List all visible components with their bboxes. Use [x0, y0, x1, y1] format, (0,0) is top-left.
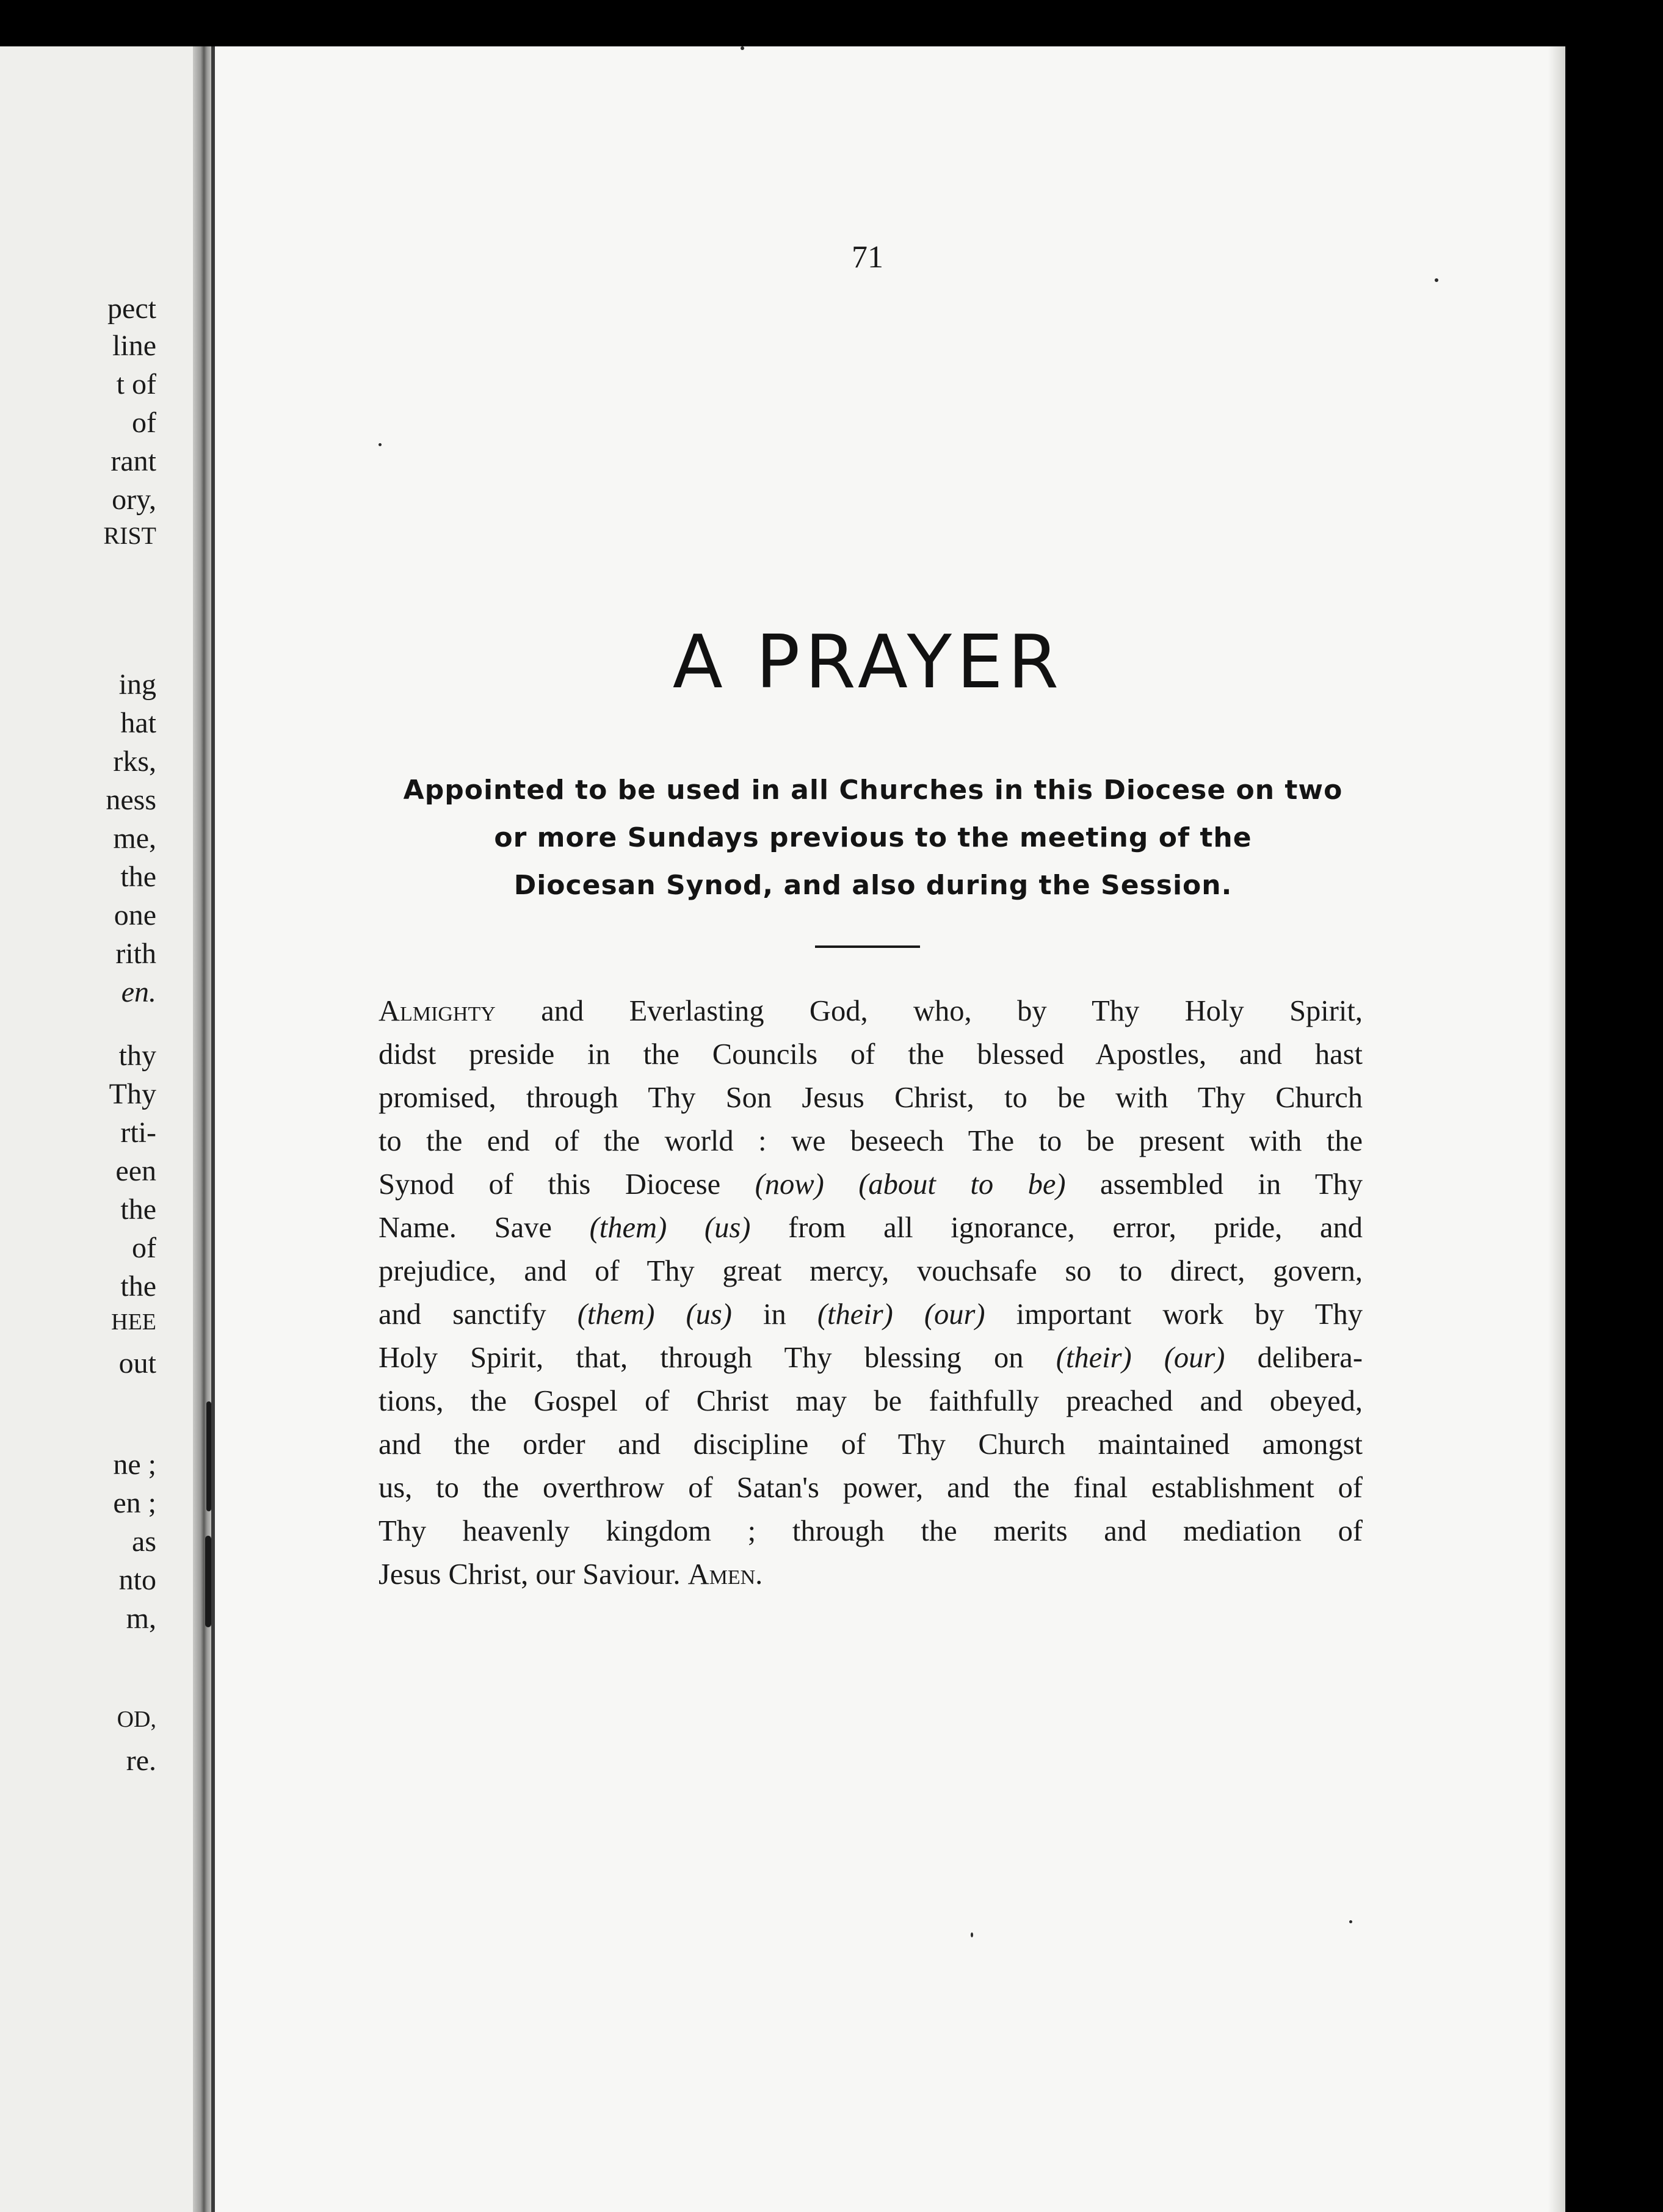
prayer-text-run: Synod of this Diocese: [379, 1168, 755, 1201]
prayer-text-run: assembled in Thy: [1065, 1168, 1363, 1201]
prayer-line: didst preside in the Councils of the blessed Apostles, and hast: [379, 1038, 1363, 1071]
scan-right-border: [1565, 0, 1663, 2212]
left-page-line: t of: [116, 368, 156, 400]
left-page-line: out: [118, 1347, 156, 1379]
scan-speck: [379, 443, 382, 446]
left-page-line: hat: [120, 707, 156, 739]
italic-alternative: (them) (us): [589, 1212, 751, 1244]
left-page-line: ory,: [112, 483, 156, 516]
prayer-line: [379, 1163, 1363, 1206]
prayer-text: [379, 989, 1363, 1596]
scan-top-border: [0, 0, 1663, 52]
left-page-line: m,: [126, 1602, 156, 1635]
left-page-line: RIST: [103, 522, 156, 549]
gutter-line: [211, 46, 215, 2212]
left-page-fragment: [0, 46, 193, 2212]
scan-speck: [971, 1932, 973, 1937]
left-page-line: rant: [111, 445, 156, 477]
left-page-line: ness: [106, 784, 156, 816]
scan-speck: [1349, 1920, 1352, 1923]
italic-alternative: (now) (about to be): [755, 1168, 1066, 1201]
prayer-text-run: delibera-: [1225, 1342, 1363, 1374]
prayer-line: [379, 1336, 1363, 1379]
prayer-line: to the end of the world : we beseech The to be present with the: [379, 1125, 1363, 1157]
prayer-text-run: Jesus Christ, our Saviour.: [379, 1558, 688, 1591]
left-page-line: re.: [126, 1744, 156, 1777]
prayer-text-run: from all ignorance, error, pride, and: [750, 1212, 1363, 1244]
left-page-line: rith: [115, 938, 156, 970]
prayer-text-run: Name. Save: [379, 1212, 590, 1244]
prayer-text-run: and Everlasting God, who, by Thy Holy Spirit,: [495, 995, 1363, 1027]
prayer-line: us, to the overthrow of Satan's power, and the final establishment of: [379, 1472, 1363, 1504]
page-number: 71: [852, 240, 883, 275]
scanned-spread: [0, 46, 1565, 2212]
prayer-line: [379, 1553, 1363, 1596]
scan-speck: [1435, 278, 1438, 282]
subtitle-line: Appointed to be used in all Churches in this Diocese on two: [403, 775, 1343, 806]
opening-word: Almighty: [379, 995, 496, 1027]
italic-alternative: (their) (our): [1056, 1342, 1225, 1374]
subtitle-line: or more Sundays previous to the meeting of the: [494, 822, 1252, 853]
closing-word: Amen.: [687, 1558, 763, 1591]
prayer-text-run: and sanctify: [379, 1298, 578, 1331]
left-page-line: ing: [118, 668, 156, 701]
left-page-line: the: [120, 1193, 156, 1226]
left-page-line: the: [120, 861, 156, 893]
left-page-line: line: [112, 330, 156, 362]
italic-alternative: (them) (us): [577, 1298, 732, 1331]
prayer-line: Thy heavenly kingdom ; through the merits and mediation of: [379, 1515, 1363, 1547]
prayer-line: tions, the Gospel of Christ may be faithfully preached and obeyed,: [379, 1385, 1363, 1417]
left-page-line: me,: [113, 822, 156, 855]
left-page-line: ne ;: [113, 1448, 156, 1481]
prayer-line: [379, 1293, 1363, 1336]
left-page-line: pect: [107, 292, 156, 325]
prayer-line: [379, 989, 1363, 1033]
subtitle: [366, 767, 1380, 909]
prayer-line: [379, 1206, 1363, 1249]
left-page-line: Thy: [109, 1078, 156, 1110]
italic-alternative: (their) (our): [817, 1298, 985, 1331]
prayer-text-run: Holy Spirit, that, through Thy blessing on: [379, 1342, 1056, 1374]
left-page-line: of: [132, 1232, 156, 1264]
margin-mark: [205, 1536, 211, 1627]
scan-speck: [741, 46, 744, 50]
left-page-line: of: [132, 407, 156, 439]
left-page-line: HEE: [111, 1309, 156, 1335]
prayer-line: promised, through Thy Son Jesus Christ, to be with Thy Church: [379, 1082, 1363, 1114]
page-edge-shadow: [1548, 46, 1565, 2212]
page-title: A PRAYER: [672, 620, 1064, 705]
left-page-line: rks,: [113, 745, 156, 778]
margin-mark: [206, 1401, 211, 1511]
prayer-line: and the order and discipline of Thy Church maintained amongst: [379, 1428, 1363, 1461]
prayer-line: prejudice, and of Thy great mercy, vouchsafe so to direct, govern,: [379, 1255, 1363, 1287]
left-page-line: the: [120, 1270, 156, 1303]
left-page-line: een: [115, 1155, 156, 1187]
left-page-line: one: [114, 899, 156, 931]
left-page-line: rti-: [120, 1116, 156, 1149]
left-page-line: nto: [118, 1564, 156, 1596]
prayer-text-run: in: [731, 1298, 817, 1331]
left-page-line: en.: [121, 976, 156, 1008]
left-page-line: thy: [118, 1039, 156, 1072]
section-rule: [815, 945, 920, 948]
left-page-line: OD,: [117, 1707, 156, 1732]
subtitle-line: Diocesan Synod, and also during the Session.: [513, 870, 1233, 901]
left-page-line: en ;: [113, 1487, 156, 1519]
prayer-text-run: important work by Thy: [985, 1298, 1363, 1331]
left-page-line: as: [132, 1525, 156, 1558]
